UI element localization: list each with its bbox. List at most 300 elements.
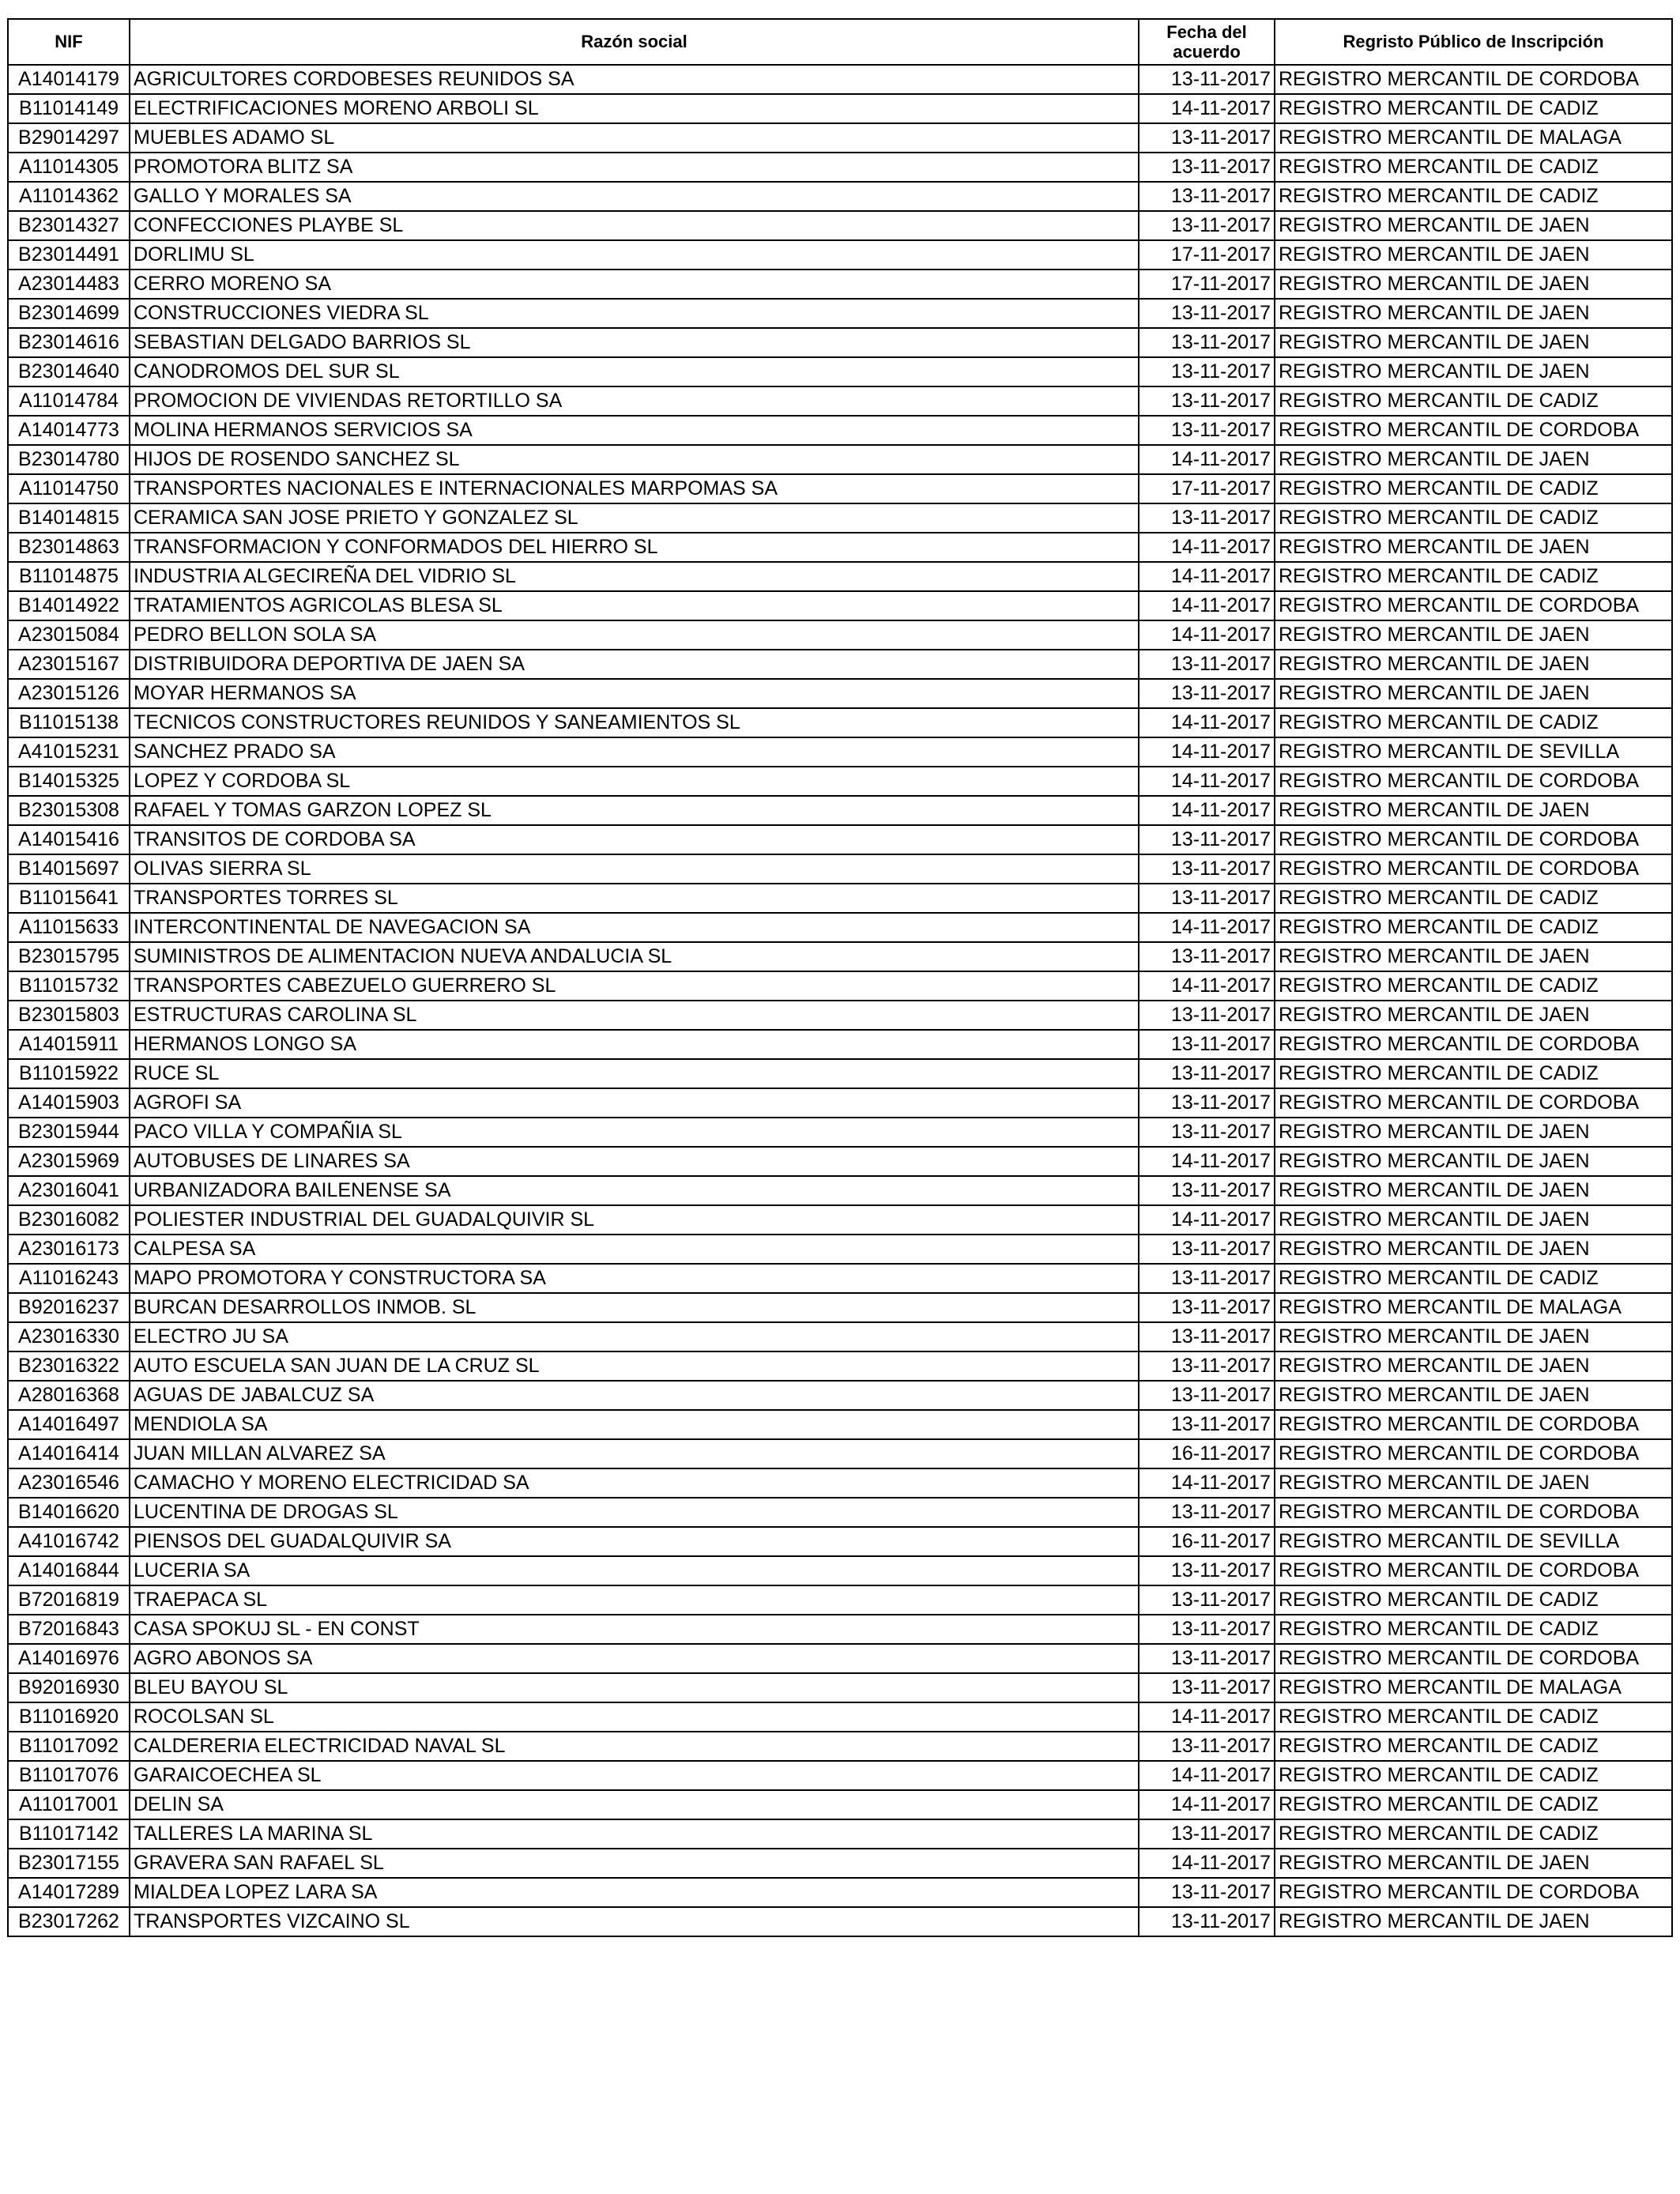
cell-registro: REGISTRO MERCANTIL DE JAEN <box>1275 445 1672 474</box>
cell-nif: B23017155 <box>8 1849 130 1878</box>
cell-nif: A23016546 <box>8 1468 130 1498</box>
cell-razon-social: LUCERIA SA <box>130 1556 1139 1585</box>
table-row <box>8 1351 1672 1381</box>
table-row <box>8 445 1672 474</box>
cell-nif: B14014815 <box>8 503 130 533</box>
table-row <box>8 737 1672 767</box>
table-row <box>8 913 1672 942</box>
cell-nif: B23016082 <box>8 1205 130 1235</box>
cell-registro: REGISTRO MERCANTIL DE CADIZ <box>1275 562 1672 591</box>
cell-razon-social: TECNICOS CONSTRUCTORES REUNIDOS Y SANEAMIENTOS SL <box>130 708 1139 737</box>
table-row <box>8 416 1672 445</box>
cell-nif: A23016173 <box>8 1235 130 1264</box>
cell-registro: REGISTRO MERCANTIL DE CADIZ <box>1275 913 1672 942</box>
cell-nif: A41015231 <box>8 737 130 767</box>
cell-nif: B11017142 <box>8 1819 130 1849</box>
cell-fecha: 14-11-2017 <box>1139 445 1275 474</box>
cell-registro: REGISTRO MERCANTIL DE CADIZ <box>1275 1761 1672 1790</box>
cell-nif: B14014922 <box>8 591 130 620</box>
table-row <box>8 1030 1672 1059</box>
cell-fecha: 14-11-2017 <box>1139 1147 1275 1176</box>
cell-fecha: 13-11-2017 <box>1139 1732 1275 1761</box>
cell-fecha: 14-11-2017 <box>1139 913 1275 942</box>
cell-fecha: 13-11-2017 <box>1139 416 1275 445</box>
cell-razon-social: AGUAS DE JABALCUZ SA <box>130 1381 1139 1410</box>
table-row <box>8 1585 1672 1615</box>
table-row <box>8 240 1672 270</box>
cell-nif: A28016368 <box>8 1381 130 1410</box>
cell-razon-social: MOYAR HERMANOS SA <box>130 679 1139 708</box>
cell-nif: B92016237 <box>8 1293 130 1322</box>
table-row <box>8 1615 1672 1644</box>
cell-fecha: 13-11-2017 <box>1139 1556 1275 1585</box>
cell-nif: B23016322 <box>8 1351 130 1381</box>
cell-razon-social: PIENSOS DEL GUADALQUIVIR SA <box>130 1527 1139 1556</box>
cell-fecha: 13-11-2017 <box>1139 1410 1275 1439</box>
cell-registro: REGISTRO MERCANTIL DE CADIZ <box>1275 708 1672 737</box>
cell-registro: REGISTRO MERCANTIL DE CORDOBA <box>1275 767 1672 796</box>
cell-razon-social: MAPO PROMOTORA Y CONSTRUCTORA SA <box>130 1264 1139 1293</box>
table-row <box>8 328 1672 357</box>
table-row <box>8 1059 1672 1088</box>
table-row <box>8 1147 1672 1176</box>
cell-fecha: 13-11-2017 <box>1139 1585 1275 1615</box>
cell-registro: REGISTRO MERCANTIL DE CADIZ <box>1275 153 1672 182</box>
cell-nif: B11017076 <box>8 1761 130 1790</box>
cell-razon-social: CALDERERIA ELECTRICIDAD NAVAL SL <box>130 1732 1139 1761</box>
cell-razon-social: TRANSPORTES VIZCAINO SL <box>130 1907 1139 1936</box>
cell-razon-social: INTERCONTINENTAL DE NAVEGACION SA <box>130 913 1139 942</box>
cell-registro: REGISTRO MERCANTIL DE CADIZ <box>1275 94 1672 123</box>
cell-fecha: 13-11-2017 <box>1139 650 1275 679</box>
cell-registro: REGISTRO MERCANTIL DE CADIZ <box>1275 971 1672 1001</box>
table-row <box>8 1556 1672 1585</box>
cell-nif: B92016930 <box>8 1673 130 1702</box>
cell-nif: A23015167 <box>8 650 130 679</box>
cell-fecha: 17-11-2017 <box>1139 240 1275 270</box>
cell-nif: A14016844 <box>8 1556 130 1585</box>
cell-nif: A14014179 <box>8 65 130 94</box>
table-row <box>8 767 1672 796</box>
header-fecha-line1: Fecha del <box>1166 21 1247 42</box>
cell-razon-social: CERRO MORENO SA <box>130 270 1139 299</box>
cell-nif: A14014773 <box>8 416 130 445</box>
table-row <box>8 1907 1672 1936</box>
cell-registro: REGISTRO MERCANTIL DE MALAGA <box>1275 1293 1672 1322</box>
cell-razon-social: ESTRUCTURAS CAROLINA SL <box>130 1001 1139 1030</box>
cell-nif: B23014327 <box>8 211 130 240</box>
cell-razon-social: TRANSITOS DE CORDOBA SA <box>130 825 1139 854</box>
cell-fecha: 17-11-2017 <box>1139 474 1275 503</box>
cell-fecha: 13-11-2017 <box>1139 1673 1275 1702</box>
table-row <box>8 1381 1672 1410</box>
header-registro: Regristo Público de Inscripción <box>1275 19 1672 65</box>
cell-razon-social: HIJOS DE ROSENDO SANCHEZ SL <box>130 445 1139 474</box>
cell-razon-social: GALLO Y MORALES SA <box>130 182 1139 211</box>
cell-registro: REGISTRO MERCANTIL DE CADIZ <box>1275 1790 1672 1819</box>
cell-registro: REGISTRO MERCANTIL DE CORDOBA <box>1275 1030 1672 1059</box>
table-row <box>8 1761 1672 1790</box>
table-row <box>8 1264 1672 1293</box>
cell-registro: REGISTRO MERCANTIL DE CADIZ <box>1275 1732 1672 1761</box>
table-row <box>8 1702 1672 1732</box>
cell-fecha: 13-11-2017 <box>1139 1644 1275 1673</box>
cell-fecha: 14-11-2017 <box>1139 1468 1275 1498</box>
cell-fecha: 14-11-2017 <box>1139 562 1275 591</box>
cell-razon-social: CASA SPOKUJ SL - EN CONST <box>130 1615 1139 1644</box>
table-body <box>8 65 1672 1936</box>
cell-fecha: 14-11-2017 <box>1139 620 1275 650</box>
cell-registro: REGISTRO MERCANTIL DE CORDOBA <box>1275 416 1672 445</box>
cell-nif: B11015138 <box>8 708 130 737</box>
cell-registro: REGISTRO MERCANTIL DE JAEN <box>1275 1351 1672 1381</box>
header-fecha-line2: acuerdo <box>1173 42 1241 62</box>
table-row <box>8 123 1672 153</box>
cell-razon-social: BLEU BAYOU SL <box>130 1673 1139 1702</box>
cell-registro: REGISTRO MERCANTIL DE JAEN <box>1275 357 1672 386</box>
cell-razon-social: HERMANOS LONGO SA <box>130 1030 1139 1059</box>
table-row <box>8 1293 1672 1322</box>
cell-fecha: 13-11-2017 <box>1139 153 1275 182</box>
cell-registro: REGISTRO MERCANTIL DE JAEN <box>1275 270 1672 299</box>
cell-razon-social: CERAMICA SAN JOSE PRIETO Y GONZALEZ SL <box>130 503 1139 533</box>
table-row <box>8 1498 1672 1527</box>
cell-registro: REGISTRO MERCANTIL DE JAEN <box>1275 211 1672 240</box>
cell-razon-social: CALPESA SA <box>130 1235 1139 1264</box>
table-row <box>8 1235 1672 1264</box>
cell-fecha: 13-11-2017 <box>1139 1615 1275 1644</box>
table-row <box>8 854 1672 884</box>
table-row <box>8 1322 1672 1351</box>
cell-razon-social: CONSTRUCCIONES VIEDRA SL <box>130 299 1139 328</box>
cell-fecha: 13-11-2017 <box>1139 1001 1275 1030</box>
cell-nif: A23016330 <box>8 1322 130 1351</box>
cell-razon-social: DELIN SA <box>130 1790 1139 1819</box>
cell-razon-social: DORLIMU SL <box>130 240 1139 270</box>
table-row <box>8 1001 1672 1030</box>
header-nif: NIF <box>8 19 130 65</box>
cell-fecha: 13-11-2017 <box>1139 1381 1275 1410</box>
cell-registro: REGISTRO MERCANTIL DE JAEN <box>1275 1001 1672 1030</box>
cell-registro: REGISTRO MERCANTIL DE CADIZ <box>1275 884 1672 913</box>
cell-nif: A23015969 <box>8 1147 130 1176</box>
cell-registro: REGISTRO MERCANTIL DE CORDOBA <box>1275 591 1672 620</box>
cell-registro: REGISTRO MERCANTIL DE JAEN <box>1275 1205 1672 1235</box>
table-row <box>8 1468 1672 1498</box>
cell-fecha: 13-11-2017 <box>1139 357 1275 386</box>
cell-nif: B14015325 <box>8 767 130 796</box>
cell-registro: REGISTRO MERCANTIL DE CORDOBA <box>1275 65 1672 94</box>
cell-registro: REGISTRO MERCANTIL DE CORDOBA <box>1275 1644 1672 1673</box>
cell-razon-social: AUTO ESCUELA SAN JUAN DE LA CRUZ SL <box>130 1351 1139 1381</box>
cell-fecha: 13-11-2017 <box>1139 1118 1275 1147</box>
table-row <box>8 1118 1672 1147</box>
table-row <box>8 884 1672 913</box>
cell-fecha: 14-11-2017 <box>1139 591 1275 620</box>
cell-fecha: 13-11-2017 <box>1139 503 1275 533</box>
header-razon-social: Razón social <box>130 19 1139 65</box>
table-row <box>8 1088 1672 1118</box>
cell-registro: REGISTRO MERCANTIL DE CADIZ <box>1275 474 1672 503</box>
cell-fecha: 13-11-2017 <box>1139 679 1275 708</box>
cell-nif: A14015903 <box>8 1088 130 1118</box>
table-row <box>8 708 1672 737</box>
cell-razon-social: DISTRIBUIDORA DEPORTIVA DE JAEN SA <box>130 650 1139 679</box>
cell-registro: REGISTRO MERCANTIL DE JAEN <box>1275 620 1672 650</box>
cell-fecha: 16-11-2017 <box>1139 1439 1275 1468</box>
cell-fecha: 13-11-2017 <box>1139 1322 1275 1351</box>
table-row <box>8 211 1672 240</box>
cell-registro: REGISTRO MERCANTIL DE JAEN <box>1275 299 1672 328</box>
cell-fecha: 13-11-2017 <box>1139 211 1275 240</box>
cell-razon-social: TRATAMIENTOS AGRICOLAS BLESA SL <box>130 591 1139 620</box>
cell-fecha: 17-11-2017 <box>1139 270 1275 299</box>
cell-razon-social: TALLERES LA MARINA SL <box>130 1819 1139 1849</box>
table-row <box>8 591 1672 620</box>
cell-registro: REGISTRO MERCANTIL DE JAEN <box>1275 679 1672 708</box>
cell-nif: A11014305 <box>8 153 130 182</box>
cell-razon-social: AGRO ABONOS SA <box>130 1644 1139 1673</box>
table-row <box>8 1673 1672 1702</box>
cell-nif: B23014640 <box>8 357 130 386</box>
cell-razon-social: URBANIZADORA BAILENENSE SA <box>130 1176 1139 1205</box>
cell-razon-social: MENDIOLA SA <box>130 1410 1139 1439</box>
cell-fecha: 13-11-2017 <box>1139 1059 1275 1088</box>
cell-fecha: 16-11-2017 <box>1139 1527 1275 1556</box>
cell-nif: B14015697 <box>8 854 130 884</box>
cell-nif: B11014149 <box>8 94 130 123</box>
cell-fecha: 13-11-2017 <box>1139 1264 1275 1293</box>
cell-razon-social: GRAVERA SAN RAFAEL SL <box>130 1849 1139 1878</box>
table-row <box>8 1410 1672 1439</box>
cell-nif: B23015944 <box>8 1118 130 1147</box>
cell-registro: REGISTRO MERCANTIL DE JAEN <box>1275 942 1672 971</box>
cell-nif: A14016976 <box>8 1644 130 1673</box>
cell-razon-social: PEDRO BELLON SOLA SA <box>130 620 1139 650</box>
table-row <box>8 270 1672 299</box>
cell-razon-social: MUEBLES ADAMO SL <box>130 123 1139 153</box>
cell-razon-social: MOLINA HERMANOS SERVICIOS SA <box>130 416 1139 445</box>
table-row <box>8 679 1672 708</box>
cell-nif: B23014780 <box>8 445 130 474</box>
cell-registro: REGISTRO MERCANTIL DE CADIZ <box>1275 182 1672 211</box>
cell-nif: A23016041 <box>8 1176 130 1205</box>
cell-razon-social: CAMACHO Y MORENO ELECTRICIDAD SA <box>130 1468 1139 1498</box>
cell-nif: A23014483 <box>8 270 130 299</box>
cell-fecha: 13-11-2017 <box>1139 1030 1275 1059</box>
cell-fecha: 13-11-2017 <box>1139 884 1275 913</box>
table-row <box>8 94 1672 123</box>
cell-razon-social: TRANSPORTES NACIONALES E INTERNACIONALES MARPOMAS SA <box>130 474 1139 503</box>
cell-nif: B11015922 <box>8 1059 130 1088</box>
table-row <box>8 1439 1672 1468</box>
cell-nif: A14015416 <box>8 825 130 854</box>
cell-razon-social: CANODROMOS DEL SUR SL <box>130 357 1139 386</box>
cell-fecha: 14-11-2017 <box>1139 767 1275 796</box>
table-row <box>8 357 1672 386</box>
table-row <box>8 1205 1672 1235</box>
cell-fecha: 14-11-2017 <box>1139 1761 1275 1790</box>
table-row <box>8 650 1672 679</box>
cell-nif: B11017092 <box>8 1732 130 1761</box>
cell-razon-social: AGROFI SA <box>130 1088 1139 1118</box>
cell-razon-social: JUAN MILLAN ALVAREZ SA <box>130 1439 1139 1468</box>
cell-registro: REGISTRO MERCANTIL DE JAEN <box>1275 1235 1672 1264</box>
cell-fecha: 13-11-2017 <box>1139 942 1275 971</box>
cell-registro: REGISTRO MERCANTIL DE CORDOBA <box>1275 1410 1672 1439</box>
cell-fecha: 14-11-2017 <box>1139 94 1275 123</box>
cell-razon-social: RUCE SL <box>130 1059 1139 1088</box>
cell-nif: B11015732 <box>8 971 130 1001</box>
cell-registro: REGISTRO MERCANTIL DE CORDOBA <box>1275 854 1672 884</box>
table-row <box>8 1878 1672 1907</box>
cell-fecha: 13-11-2017 <box>1139 1907 1275 1936</box>
cell-razon-social: SANCHEZ PRADO SA <box>130 737 1139 767</box>
registry-table <box>7 18 1673 1937</box>
cell-registro: REGISTRO MERCANTIL DE MALAGA <box>1275 1673 1672 1702</box>
cell-nif: A11016243 <box>8 1264 130 1293</box>
cell-razon-social: POLIESTER INDUSTRIAL DEL GUADALQUIVIR SL <box>130 1205 1139 1235</box>
cell-razon-social: MIALDEA LOPEZ LARA SA <box>130 1878 1139 1907</box>
cell-nif: B23015795 <box>8 942 130 971</box>
cell-fecha: 14-11-2017 <box>1139 796 1275 825</box>
cell-razon-social: AGRICULTORES CORDOBESES REUNIDOS SA <box>130 65 1139 94</box>
cell-razon-social: AUTOBUSES DE LINARES SA <box>130 1147 1139 1176</box>
cell-nif: A14015911 <box>8 1030 130 1059</box>
cell-fecha: 13-11-2017 <box>1139 1293 1275 1322</box>
cell-registro: REGISTRO MERCANTIL DE CORDOBA <box>1275 1088 1672 1118</box>
table-row <box>8 620 1672 650</box>
cell-nif: B23014699 <box>8 299 130 328</box>
table-row <box>8 474 1672 503</box>
table-row <box>8 386 1672 416</box>
table-row <box>8 1790 1672 1819</box>
cell-registro: REGISTRO MERCANTIL DE JAEN <box>1275 1381 1672 1410</box>
cell-fecha: 13-11-2017 <box>1139 386 1275 416</box>
cell-nif: A11014362 <box>8 182 130 211</box>
cell-registro: REGISTRO MERCANTIL DE CORDOBA <box>1275 1878 1672 1907</box>
cell-registro: REGISTRO MERCANTIL DE CADIZ <box>1275 386 1672 416</box>
cell-fecha: 13-11-2017 <box>1139 1235 1275 1264</box>
cell-fecha: 13-11-2017 <box>1139 182 1275 211</box>
cell-fecha: 13-11-2017 <box>1139 328 1275 357</box>
cell-nif: A11014750 <box>8 474 130 503</box>
cell-registro: REGISTRO MERCANTIL DE CORDOBA <box>1275 1439 1672 1468</box>
cell-nif: A11017001 <box>8 1790 130 1819</box>
cell-registro: REGISTRO MERCANTIL DE JAEN <box>1275 1468 1672 1498</box>
cell-razon-social: BURCAN DESARROLLOS INMOB. SL <box>130 1293 1139 1322</box>
cell-nif: A14016414 <box>8 1439 130 1468</box>
cell-fecha: 13-11-2017 <box>1139 825 1275 854</box>
cell-nif: B11014875 <box>8 562 130 591</box>
cell-nif: A11015633 <box>8 913 130 942</box>
cell-registro: REGISTRO MERCANTIL DE SEVILLA <box>1275 1527 1672 1556</box>
cell-fecha: 13-11-2017 <box>1139 1498 1275 1527</box>
cell-fecha: 14-11-2017 <box>1139 1790 1275 1819</box>
cell-registro: REGISTRO MERCANTIL DE CADIZ <box>1275 1819 1672 1849</box>
cell-nif: B72016819 <box>8 1585 130 1615</box>
cell-razon-social: CONFECCIONES PLAYBE SL <box>130 211 1139 240</box>
table-row <box>8 971 1672 1001</box>
cell-registro: REGISTRO MERCANTIL DE JAEN <box>1275 1176 1672 1205</box>
table-row <box>8 942 1672 971</box>
cell-fecha: 13-11-2017 <box>1139 1176 1275 1205</box>
cell-razon-social: GARAICOECHEA SL <box>130 1761 1139 1790</box>
cell-fecha: 14-11-2017 <box>1139 737 1275 767</box>
cell-fecha: 14-11-2017 <box>1139 1849 1275 1878</box>
cell-nif: A23015126 <box>8 679 130 708</box>
cell-fecha: 14-11-2017 <box>1139 533 1275 562</box>
cell-razon-social: PACO VILLA Y COMPAÑIA SL <box>130 1118 1139 1147</box>
cell-nif: A11014784 <box>8 386 130 416</box>
table-row <box>8 825 1672 854</box>
table-row <box>8 562 1672 591</box>
cell-fecha: 13-11-2017 <box>1139 1878 1275 1907</box>
cell-registro: REGISTRO MERCANTIL DE JAEN <box>1275 1147 1672 1176</box>
cell-registro: REGISTRO MERCANTIL DE JAEN <box>1275 1118 1672 1147</box>
cell-fecha: 14-11-2017 <box>1139 971 1275 1001</box>
cell-registro: REGISTRO MERCANTIL DE JAEN <box>1275 328 1672 357</box>
cell-nif: A41016742 <box>8 1527 130 1556</box>
cell-registro: REGISTRO MERCANTIL DE CORDOBA <box>1275 825 1672 854</box>
table-row <box>8 1176 1672 1205</box>
table-row <box>8 65 1672 94</box>
table-row <box>8 299 1672 328</box>
cell-razon-social: TRANSPORTES TORRES SL <box>130 884 1139 913</box>
cell-registro: REGISTRO MERCANTIL DE SEVILLA <box>1275 737 1672 767</box>
cell-registro: REGISTRO MERCANTIL DE MALAGA <box>1275 123 1672 153</box>
cell-registro: REGISTRO MERCANTIL DE CADIZ <box>1275 1059 1672 1088</box>
cell-nif: A14017289 <box>8 1878 130 1907</box>
cell-fecha: 14-11-2017 <box>1139 1702 1275 1732</box>
table-row <box>8 182 1672 211</box>
cell-fecha: 14-11-2017 <box>1139 708 1275 737</box>
cell-registro: REGISTRO MERCANTIL DE JAEN <box>1275 240 1672 270</box>
header-row <box>8 19 1672 65</box>
cell-nif: B23015308 <box>8 796 130 825</box>
cell-nif: B23014616 <box>8 328 130 357</box>
cell-registro: REGISTRO MERCANTIL DE CORDOBA <box>1275 1498 1672 1527</box>
cell-razon-social: ELECTRO JU SA <box>130 1322 1139 1351</box>
cell-nif: B23015803 <box>8 1001 130 1030</box>
cell-fecha: 13-11-2017 <box>1139 123 1275 153</box>
cell-nif: B11015641 <box>8 884 130 913</box>
cell-nif: B23014863 <box>8 533 130 562</box>
cell-registro: REGISTRO MERCANTIL DE JAEN <box>1275 533 1672 562</box>
cell-razon-social: SEBASTIAN DELGADO BARRIOS SL <box>130 328 1139 357</box>
cell-razon-social: LOPEZ Y CORDOBA SL <box>130 767 1139 796</box>
cell-razon-social: TRAEPACA SL <box>130 1585 1139 1615</box>
cell-fecha: 13-11-2017 <box>1139 1088 1275 1118</box>
cell-fecha: 13-11-2017 <box>1139 854 1275 884</box>
table-row <box>8 153 1672 182</box>
table-row <box>8 1644 1672 1673</box>
cell-razon-social: RAFAEL Y TOMAS GARZON LOPEZ SL <box>130 796 1139 825</box>
cell-registro: REGISTRO MERCANTIL DE JAEN <box>1275 1322 1672 1351</box>
cell-registro: REGISTRO MERCANTIL DE CADIZ <box>1275 1702 1672 1732</box>
table-row <box>8 1732 1672 1761</box>
table-row <box>8 503 1672 533</box>
cell-registro: REGISTRO MERCANTIL DE JAEN <box>1275 796 1672 825</box>
cell-registro: REGISTRO MERCANTIL DE JAEN <box>1275 650 1672 679</box>
cell-nif: B11016920 <box>8 1702 130 1732</box>
cell-fecha: 14-11-2017 <box>1139 1205 1275 1235</box>
cell-razon-social: SUMINISTROS DE ALIMENTACION NUEVA ANDALUCIA SL <box>130 942 1139 971</box>
cell-nif: B14016620 <box>8 1498 130 1527</box>
table-row <box>8 796 1672 825</box>
cell-razon-social: OLIVAS SIERRA SL <box>130 854 1139 884</box>
cell-registro: REGISTRO MERCANTIL DE CORDOBA <box>1275 1556 1672 1585</box>
